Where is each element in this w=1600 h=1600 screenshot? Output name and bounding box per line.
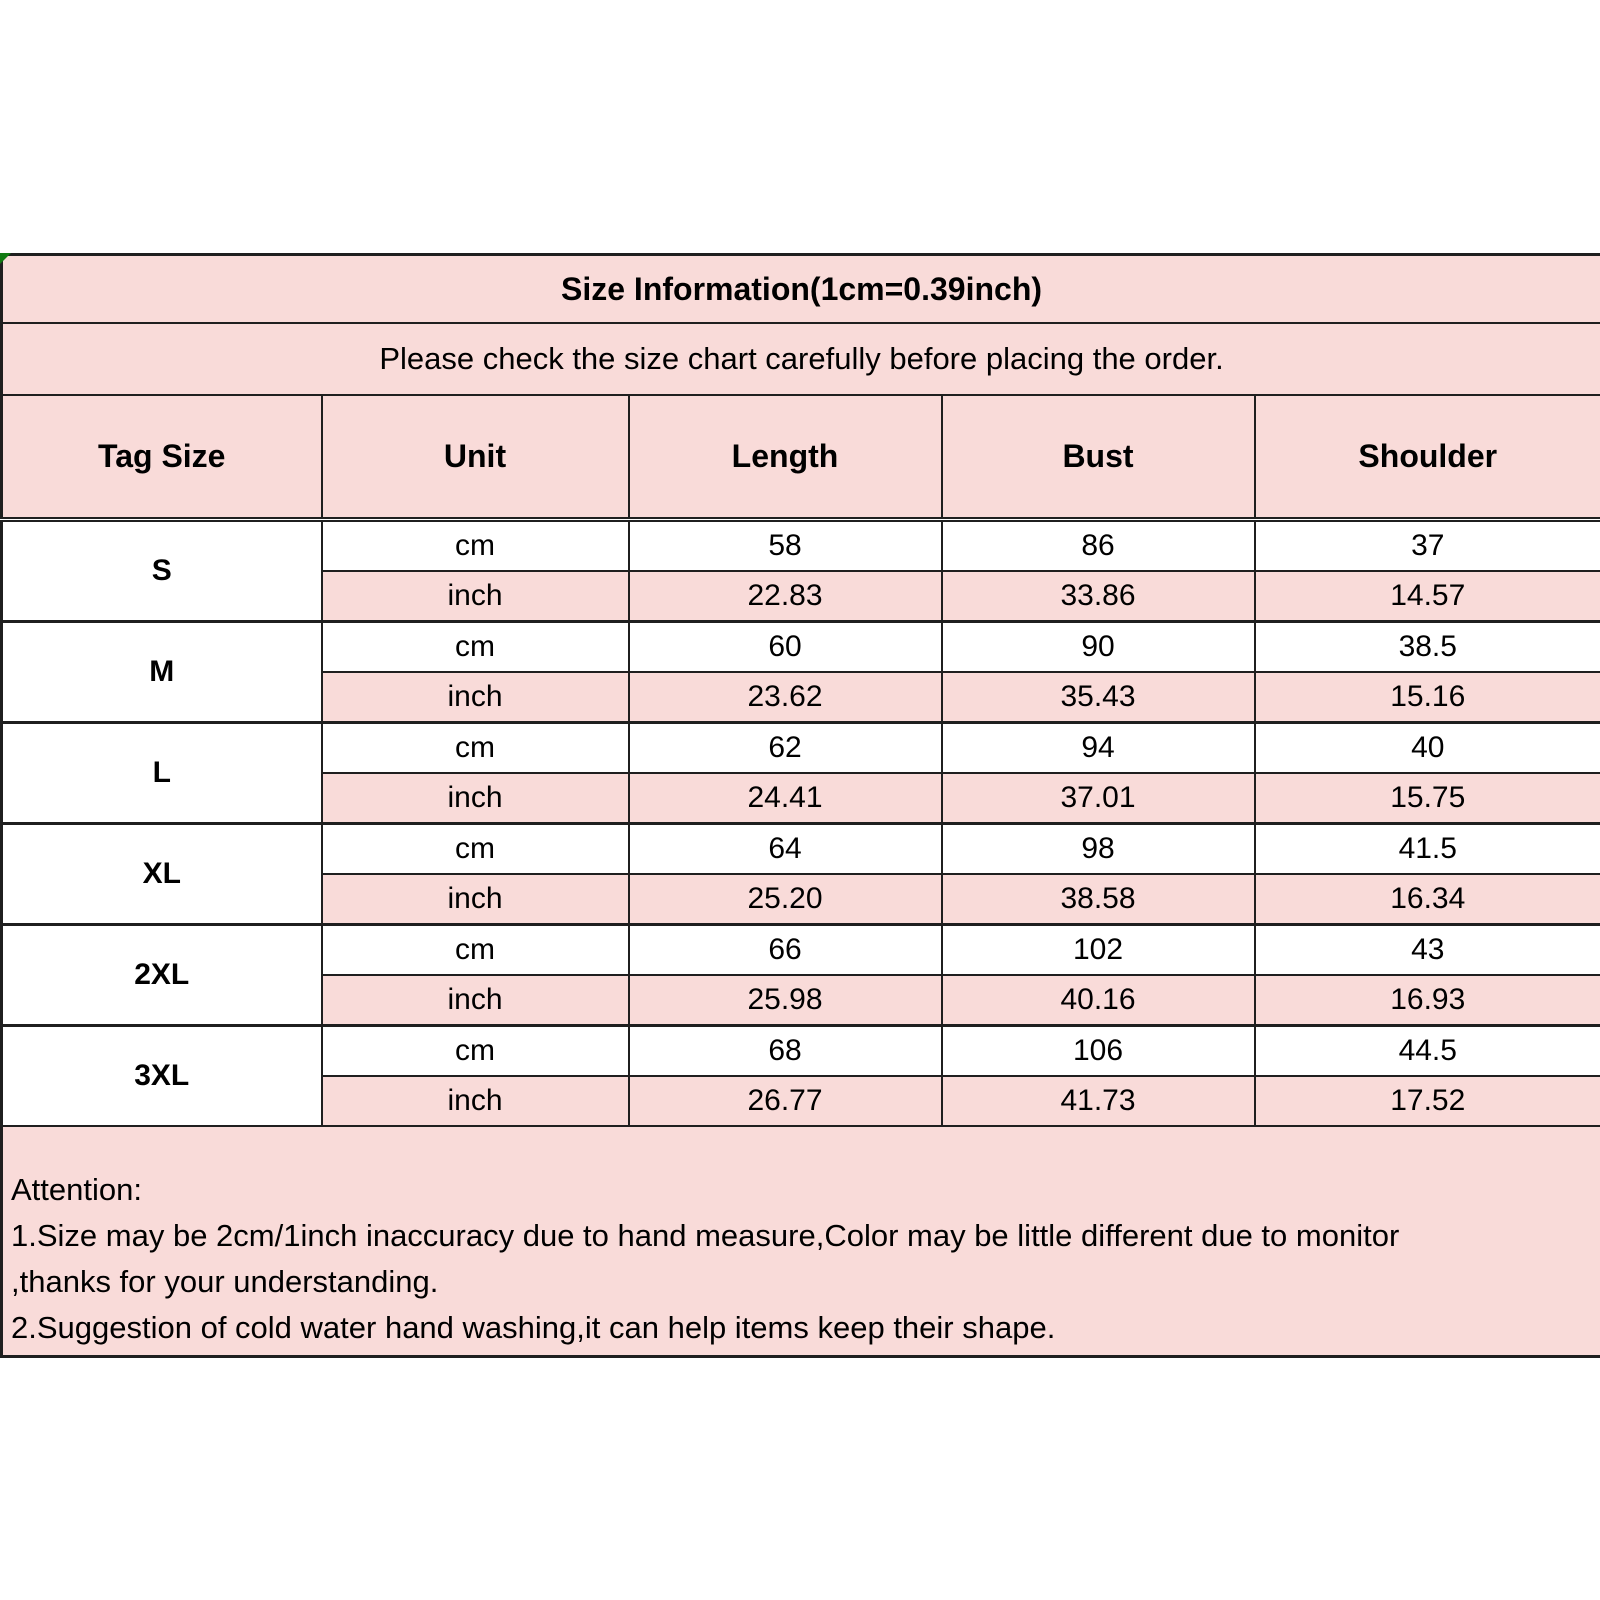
size-row-m-cm (2, 622, 1600, 673)
length-value: 58 (629, 520, 942, 572)
shoulder-value: 14.57 (1255, 571, 1600, 622)
attention-line-3: 2.Suggestion of cold water hand washing,it can help items keep their shape. (11, 1310, 1056, 1345)
length-value: 25.98 (629, 975, 942, 1026)
length-value: 24.41 (629, 773, 942, 824)
unit-cell: inch (322, 571, 629, 622)
bust-value: 94 (942, 723, 1255, 774)
sheet-corner-marker-icon (0, 253, 11, 264)
column-header-unit: Unit (322, 395, 629, 520)
shoulder-value: 43 (1255, 925, 1600, 976)
column-header-shoulder: Shoulder (1255, 395, 1600, 520)
tag-size-cell: S (2, 520, 322, 622)
bust-value: 40.16 (942, 975, 1255, 1026)
size-row-l-cm (2, 723, 1600, 774)
attention-heading: Attention: (11, 1172, 142, 1207)
shoulder-value: 16.34 (1255, 874, 1600, 925)
size-information-table (0, 253, 1600, 1358)
unit-cell: inch (322, 672, 629, 723)
table-subtitle-row (2, 323, 1600, 395)
unit-cell: inch (322, 874, 629, 925)
column-header-bust: Bust (942, 395, 1255, 520)
shoulder-value: 15.75 (1255, 773, 1600, 824)
tag-size-cell: 2XL (2, 925, 322, 1026)
length-value: 68 (629, 1026, 942, 1077)
shoulder-value: 15.16 (1255, 672, 1600, 723)
size-row-s-cm (2, 520, 1600, 572)
bust-value: 37.01 (942, 773, 1255, 824)
unit-cell: inch (322, 975, 629, 1026)
shoulder-value: 17.52 (1255, 1076, 1600, 1126)
attention-line-2: ,thanks for your understanding. (11, 1264, 439, 1299)
page-subtitle: Please check the size chart carefully before placing the order. (2, 323, 1600, 395)
page-title: Size Information(1cm=0.39inch) (2, 255, 1600, 324)
bust-value: 90 (942, 622, 1255, 673)
shoulder-value: 40 (1255, 723, 1600, 774)
unit-cell: cm (322, 520, 629, 572)
shoulder-value: 44.5 (1255, 1026, 1600, 1077)
unit-cell: inch (322, 773, 629, 824)
bust-value: 98 (942, 824, 1255, 875)
size-chart-sheet (0, 253, 1600, 1358)
unit-cell: cm (322, 824, 629, 875)
bust-value: 41.73 (942, 1076, 1255, 1126)
length-value: 66 (629, 925, 942, 976)
column-header-tag-size: Tag Size (2, 395, 322, 520)
unit-cell: cm (322, 1026, 629, 1077)
bust-value: 106 (942, 1026, 1255, 1077)
bust-value: 35.43 (942, 672, 1255, 723)
tag-size-cell: M (2, 622, 322, 723)
length-value: 26.77 (629, 1076, 942, 1126)
shoulder-value: 37 (1255, 520, 1600, 572)
table-title-row (2, 255, 1600, 324)
length-value: 60 (629, 622, 942, 673)
shoulder-value: 41.5 (1255, 824, 1600, 875)
tag-size-cell: XL (2, 824, 322, 925)
shoulder-value: 16.93 (1255, 975, 1600, 1026)
length-value: 22.83 (629, 571, 942, 622)
bust-value: 102 (942, 925, 1255, 976)
attention-line-1: 1.Size may be 2cm/1inch inaccuracy due to hand measure,Color may be little different due to monitor (11, 1218, 1400, 1253)
size-row-3xl-cm (2, 1026, 1600, 1077)
size-row-2xl-cm (2, 925, 1600, 976)
unit-cell: inch (322, 1076, 629, 1126)
tag-size-cell: 3XL (2, 1026, 322, 1127)
length-value: 64 (629, 824, 942, 875)
unit-cell: cm (322, 925, 629, 976)
bust-value: 38.58 (942, 874, 1255, 925)
length-value: 23.62 (629, 672, 942, 723)
unit-cell: cm (322, 723, 629, 774)
shoulder-value: 38.5 (1255, 622, 1600, 673)
unit-cell: cm (322, 622, 629, 673)
length-value: 25.20 (629, 874, 942, 925)
column-header-row (2, 395, 1600, 520)
size-row-xl-cm (2, 824, 1600, 875)
length-value: 62 (629, 723, 942, 774)
bust-value: 86 (942, 520, 1255, 572)
tag-size-cell: L (2, 723, 322, 824)
attention-row (2, 1126, 1600, 1357)
bust-value: 33.86 (942, 571, 1255, 622)
attention-note (2, 1126, 1600, 1357)
column-header-length: Length (629, 395, 942, 520)
